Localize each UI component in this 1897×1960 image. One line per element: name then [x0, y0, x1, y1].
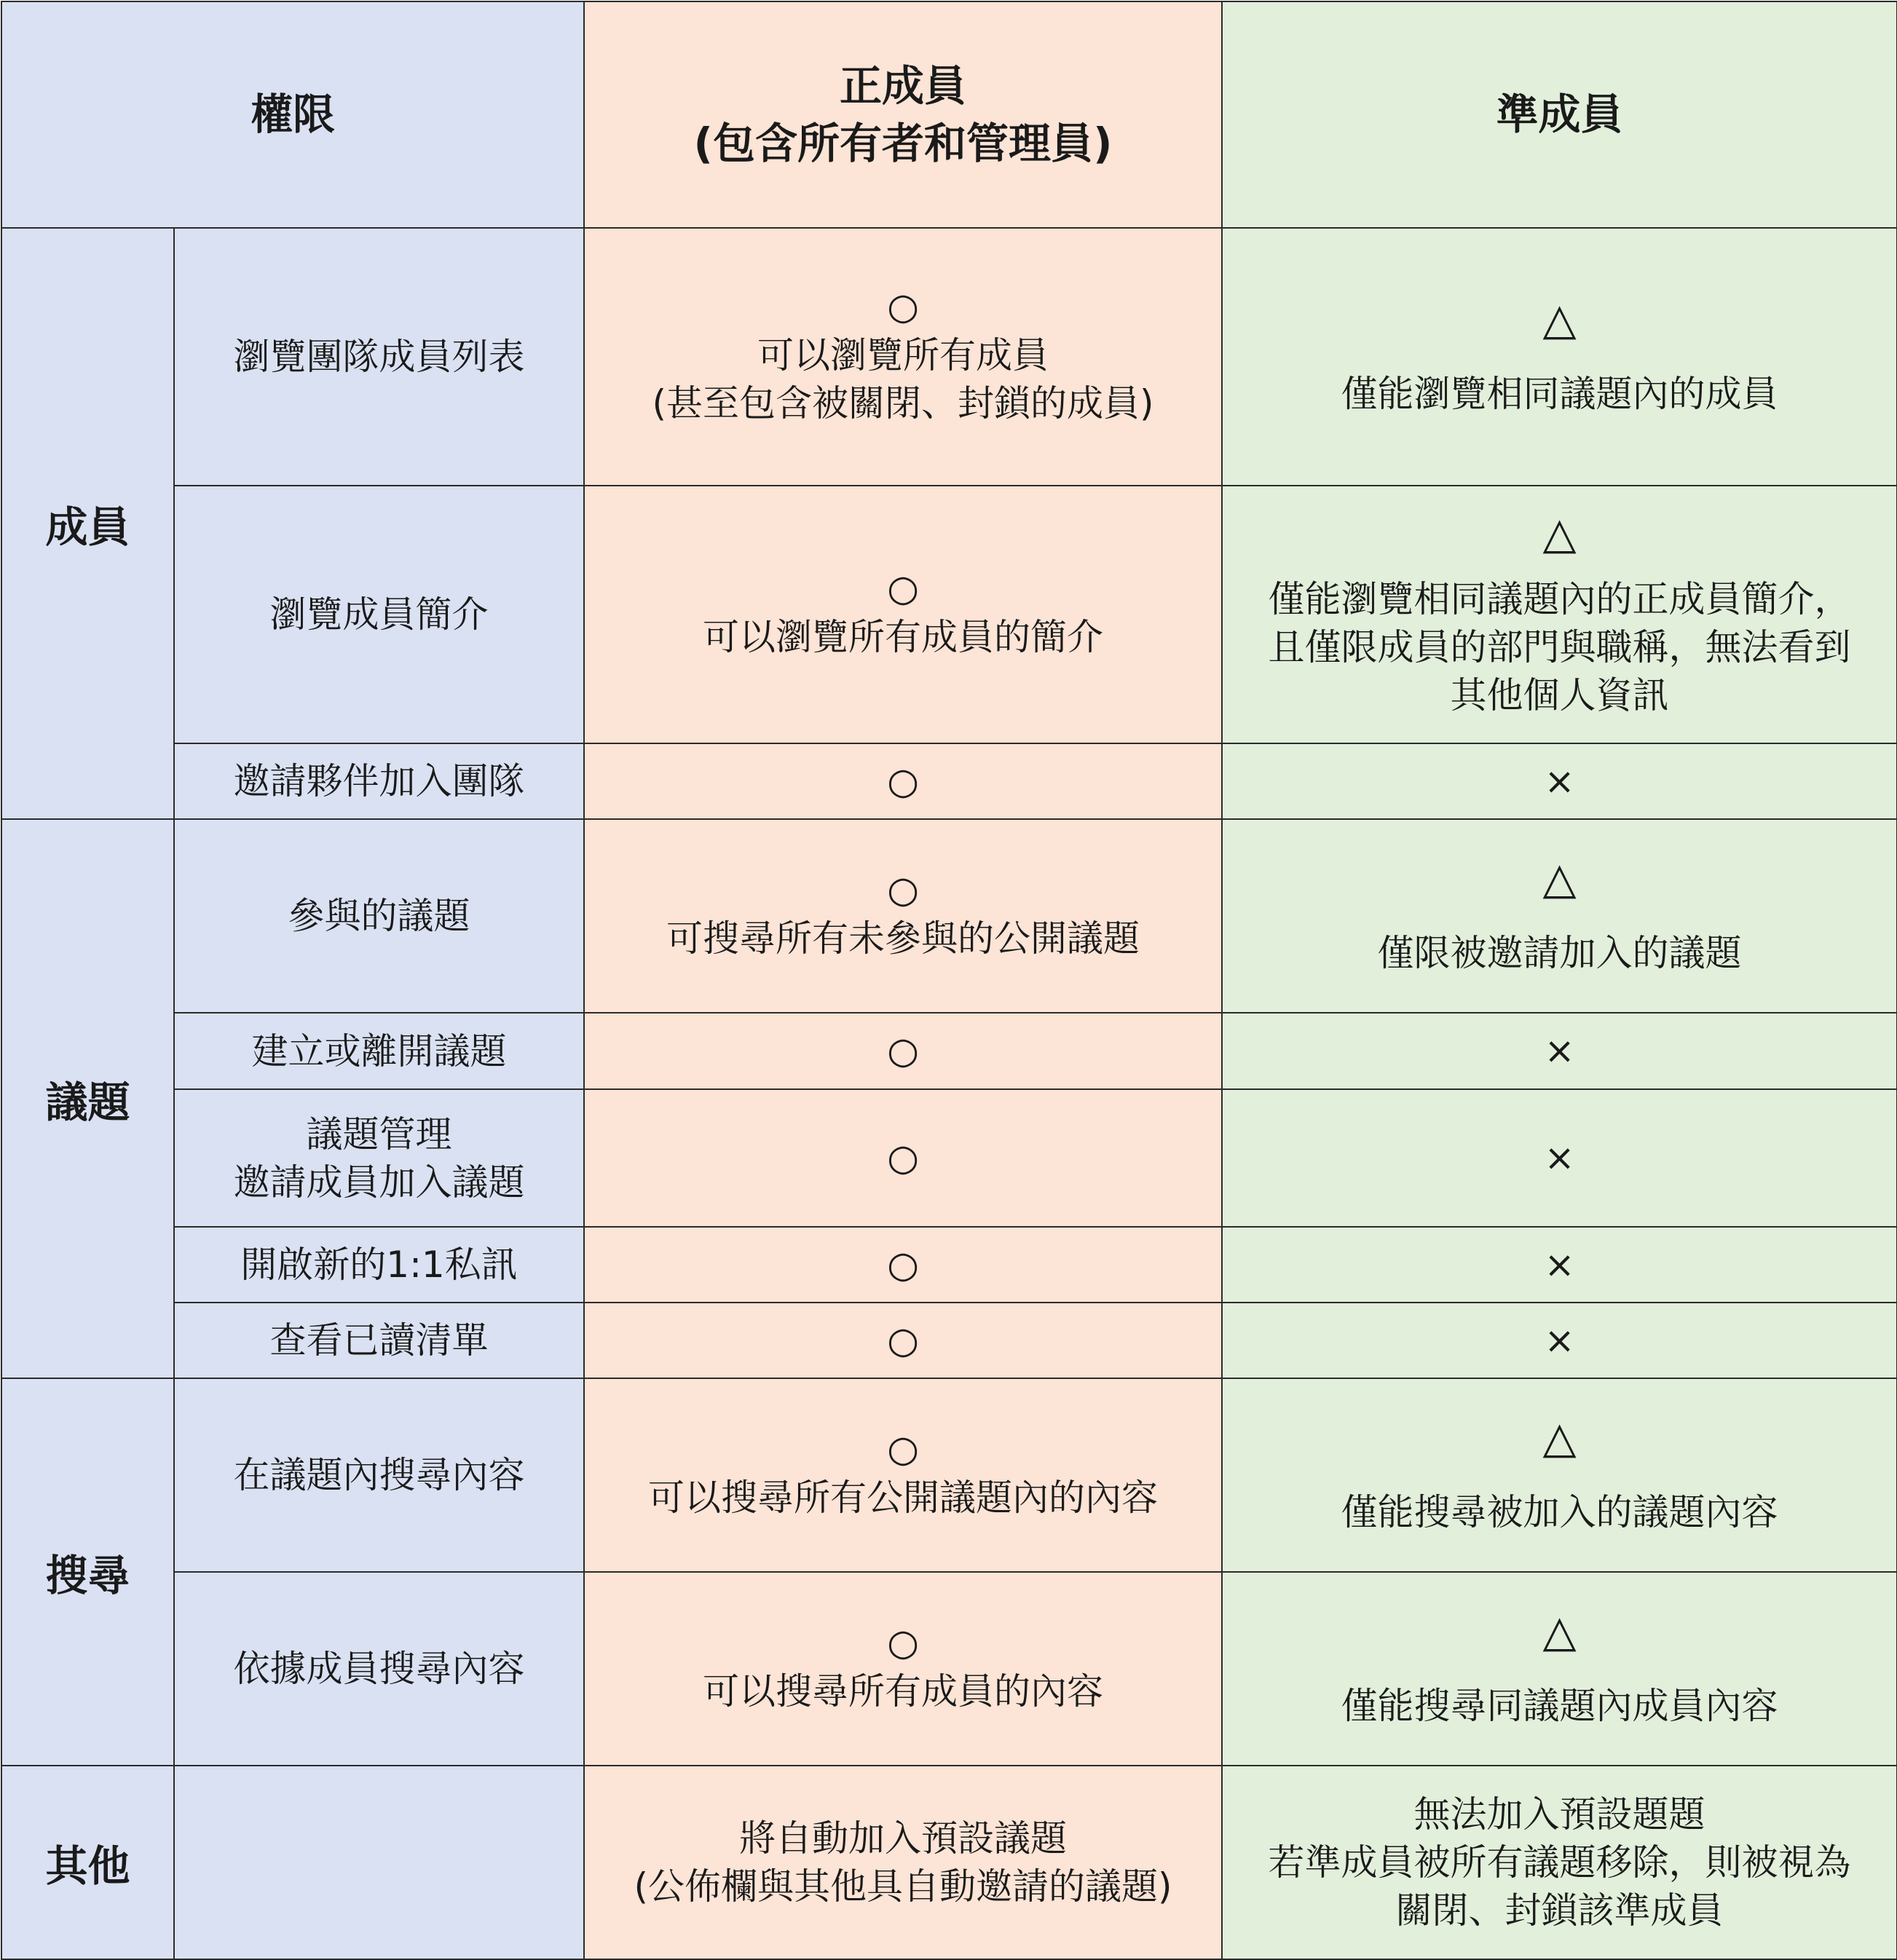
full-start-dm: [584, 1227, 1222, 1303]
item-search-by-member: [174, 1572, 584, 1766]
header-row: [1, 1, 1897, 228]
full-view-profile: [584, 486, 1222, 743]
allowed-circle-icon: ○: [887, 1319, 919, 1362]
item-label: 依據成員搜尋內容: [233, 1648, 525, 1690]
item-label: 議題管理: [306, 1113, 452, 1155]
allowed-circle-icon: ○: [887, 1427, 919, 1470]
guest-view-profile: [1222, 486, 1897, 743]
allowed-circle-icon: ○: [887, 759, 919, 802]
partial-triangle-icon: △: [1542, 294, 1577, 345]
guest-create-leave-topic: [1222, 1013, 1897, 1089]
header-full-member-title: 正成員: [840, 61, 967, 111]
cell-text: 可以搜尋所有成員的內容: [703, 1669, 1104, 1712]
item-label: 瀏覽團隊成員列表: [233, 336, 525, 378]
item-view-profile: [174, 486, 584, 743]
allowed-circle-icon: ○: [887, 1243, 919, 1286]
full-topic-management: [584, 1089, 1222, 1227]
partial-triangle-icon: △: [1542, 508, 1577, 559]
table-row: [1, 819, 1897, 1013]
cell-text: 將自動加入預設議題: [739, 1817, 1068, 1860]
guest-start-dm: [1222, 1227, 1897, 1303]
item-read-list: [174, 1303, 584, 1378]
guest-view-member-list: [1222, 228, 1897, 486]
allowed-circle-icon: ○: [887, 868, 919, 911]
partial-triangle-icon: △: [1542, 1412, 1577, 1463]
item-search-in-topic: [174, 1378, 584, 1572]
category-label: 搜尋: [45, 1551, 130, 1600]
header-full-member-subtitle: (包含所有者和管理員): [693, 118, 1113, 168]
full-invite-partner: [584, 743, 1222, 819]
denied-cross-icon: ×: [1544, 1319, 1575, 1362]
denied-cross-icon: ×: [1544, 759, 1575, 802]
category-label: 成員: [45, 502, 130, 552]
category-label: 議題: [45, 1078, 130, 1127]
item-view-member-list: [174, 228, 584, 486]
item-start-dm: [174, 1227, 584, 1303]
full-create-leave-topic: [584, 1013, 1222, 1089]
guest-invite-partner: [1222, 743, 1897, 819]
permission-table: [1, 1, 1897, 1960]
denied-cross-icon: ×: [1544, 1137, 1575, 1179]
table-row: [1, 1013, 1897, 1089]
cell-text: (甚至包含被關閉、封鎖的成員): [652, 382, 1154, 424]
item-label: 邀請夥伴加入團隊: [233, 760, 525, 802]
cell-text: (公佈欄與其他具自動邀請的議題): [634, 1865, 1172, 1908]
item-label: 查看已讀清單: [269, 1319, 489, 1362]
category-search: [1, 1378, 174, 1766]
allowed-circle-icon: ○: [887, 566, 919, 609]
category-other: [1, 1766, 174, 1959]
cell-text: 且僅限成員的部門與職稱，無法看到: [1268, 626, 1851, 668]
cell-text: 無法加入預設題題: [1413, 1793, 1705, 1835]
cell-text: 關閉、封鎖該準成員: [1395, 1889, 1724, 1932]
denied-cross-icon: ×: [1544, 1243, 1575, 1286]
item-label: 參與的議題: [288, 895, 470, 937]
item-label: 在議題內搜尋內容: [233, 1454, 525, 1496]
item-invite-partner: [174, 743, 584, 819]
item-create-leave-topic: [174, 1013, 584, 1089]
item-label: 建立或離開議題: [251, 1030, 507, 1072]
guest-other: [1222, 1766, 1897, 1959]
table-row: [1, 1089, 1897, 1227]
allowed-circle-icon: ○: [887, 1621, 919, 1664]
partial-triangle-icon: △: [1542, 1606, 1577, 1657]
category-label: 其他: [45, 1841, 130, 1891]
guest-search-by-member: [1222, 1572, 1897, 1766]
guest-read-list: [1222, 1303, 1897, 1378]
item-joined-topics: [174, 819, 584, 1013]
cell-text: 僅能搜尋同議題內成員內容: [1341, 1685, 1778, 1727]
header-permission-label: 權限: [251, 90, 336, 140]
table-row: [1, 1303, 1897, 1378]
item-topic-management: [174, 1089, 584, 1227]
category-members: [1, 228, 174, 819]
allowed-circle-icon: ○: [887, 285, 919, 328]
table-row: [1, 1378, 1897, 1572]
header-permission: [1, 1, 584, 228]
category-topics: [1, 819, 174, 1378]
cell-text: 可搜尋所有未參與的公開議題: [666, 917, 1140, 960]
table-row: [1, 1766, 1897, 1959]
full-view-member-list: [584, 228, 1222, 486]
cell-text: 可以瀏覽所有成員: [757, 333, 1049, 376]
guest-joined-topics: [1222, 819, 1897, 1013]
cell-text: 僅能瀏覽相同議題內的正成員簡介，: [1268, 578, 1851, 620]
cell-text: 可以瀏覽所有成員的簡介: [703, 615, 1104, 658]
table-row: [1, 486, 1897, 743]
full-other: [584, 1766, 1222, 1959]
allowed-circle-icon: ○: [887, 1030, 919, 1072]
header-guest-member-label: 準成員: [1496, 90, 1623, 140]
full-joined-topics: [584, 819, 1222, 1013]
denied-cross-icon: ×: [1544, 1030, 1575, 1072]
item-label: 瀏覽成員簡介: [269, 593, 489, 636]
full-search-by-member: [584, 1572, 1222, 1766]
partial-triangle-icon: △: [1542, 853, 1577, 904]
header-guest-member: [1222, 1, 1897, 228]
cell-text: 僅能搜尋被加入的議題內容: [1341, 1491, 1778, 1533]
guest-topic-management: [1222, 1089, 1897, 1227]
item-label: 邀請成員加入議題: [233, 1161, 525, 1204]
full-search-in-topic: [584, 1378, 1222, 1572]
table-row: [1, 1227, 1897, 1303]
table-row: [1, 1572, 1897, 1766]
item-label: 開啟新的1:1私訊: [240, 1244, 518, 1286]
cell-text: 可以搜尋所有公開議題內的內容: [648, 1476, 1159, 1519]
header-full-member: [584, 1, 1222, 228]
cell-text: 僅限被邀請加入的議題: [1377, 932, 1742, 974]
table-row: [1, 228, 1897, 486]
cell-text: 其他個人資訊: [1450, 674, 1669, 716]
table-row: [1, 743, 1897, 819]
guest-search-in-topic: [1222, 1378, 1897, 1572]
full-read-list: [584, 1303, 1222, 1378]
allowed-circle-icon: ○: [887, 1137, 919, 1179]
cell-text: 若準成員被所有議題移除，則被視為: [1268, 1841, 1851, 1884]
cell-text: 僅能瀏覽相同議題內的成員: [1341, 373, 1778, 415]
item-other: [174, 1766, 584, 1959]
